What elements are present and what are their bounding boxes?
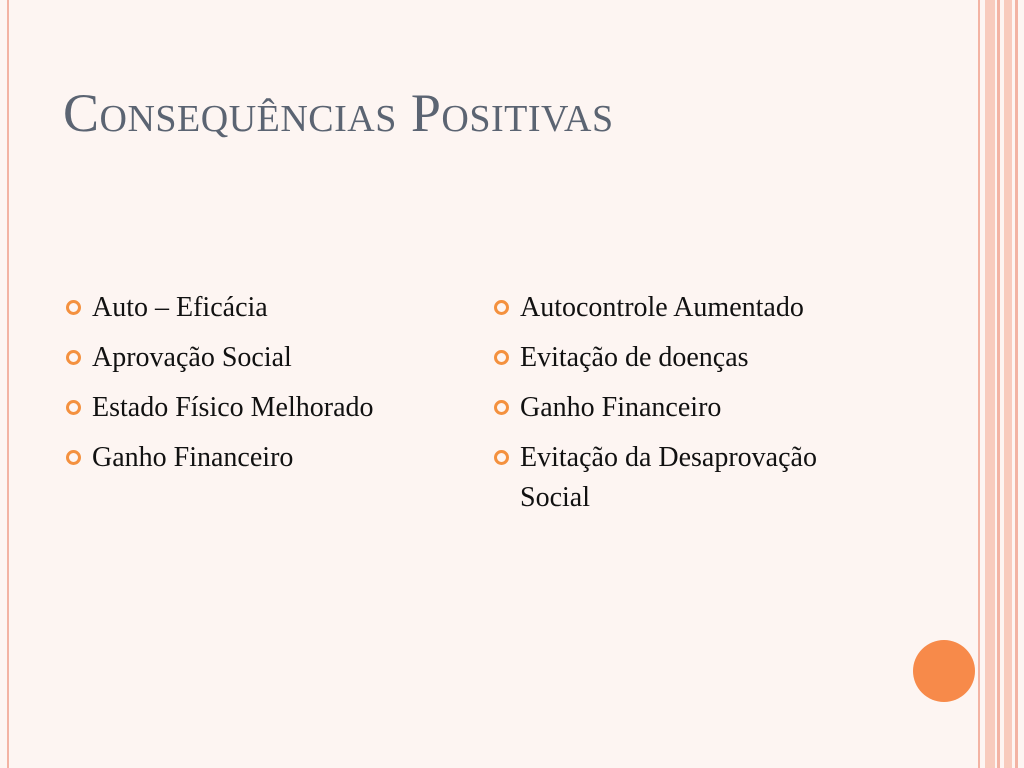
hollow-circle-bullet-icon [494, 300, 509, 315]
list-item-text: Evitação de doenças [520, 342, 749, 373]
hollow-circle-bullet-icon [66, 400, 81, 415]
hollow-circle-bullet-icon [66, 450, 81, 465]
list-item [64, 288, 424, 328]
list-item-text: Ganho Financeiro [520, 392, 722, 423]
list-item-text: Auto – Eficácia [92, 292, 268, 323]
right-bullet-list [492, 288, 882, 528]
list-item [64, 438, 424, 478]
left-bullet-list [64, 288, 424, 488]
right-frame-stripe [985, 0, 995, 768]
list-item [64, 388, 424, 428]
list-item-text: Evitação da Desaprovação Social [520, 442, 817, 513]
right-frame-stripe [997, 0, 1000, 768]
hollow-circle-bullet-icon [494, 350, 509, 365]
orange-circle-icon [913, 640, 975, 702]
right-frame-stripe [1004, 0, 1012, 768]
list-item-text: Autocontrole Aumentado [520, 292, 804, 323]
list-item [492, 338, 882, 378]
list-item-text: Ganho Financeiro [92, 442, 294, 473]
hollow-circle-bullet-icon [494, 450, 509, 465]
list-item-text: Aprovação Social [92, 342, 292, 373]
hollow-circle-bullet-icon [66, 300, 81, 315]
list-item-text: Estado Físico Melhorado [92, 392, 374, 423]
list-item [492, 288, 882, 328]
left-frame-line [7, 0, 9, 768]
right-frame-stripe [978, 0, 980, 768]
slide-title: Consequências Positivas [63, 83, 614, 143]
hollow-circle-bullet-icon [494, 400, 509, 415]
hollow-circle-bullet-icon [66, 350, 81, 365]
list-item [64, 338, 424, 378]
list-item [492, 438, 882, 518]
list-item [492, 388, 882, 428]
right-frame-stripe [1015, 0, 1018, 768]
